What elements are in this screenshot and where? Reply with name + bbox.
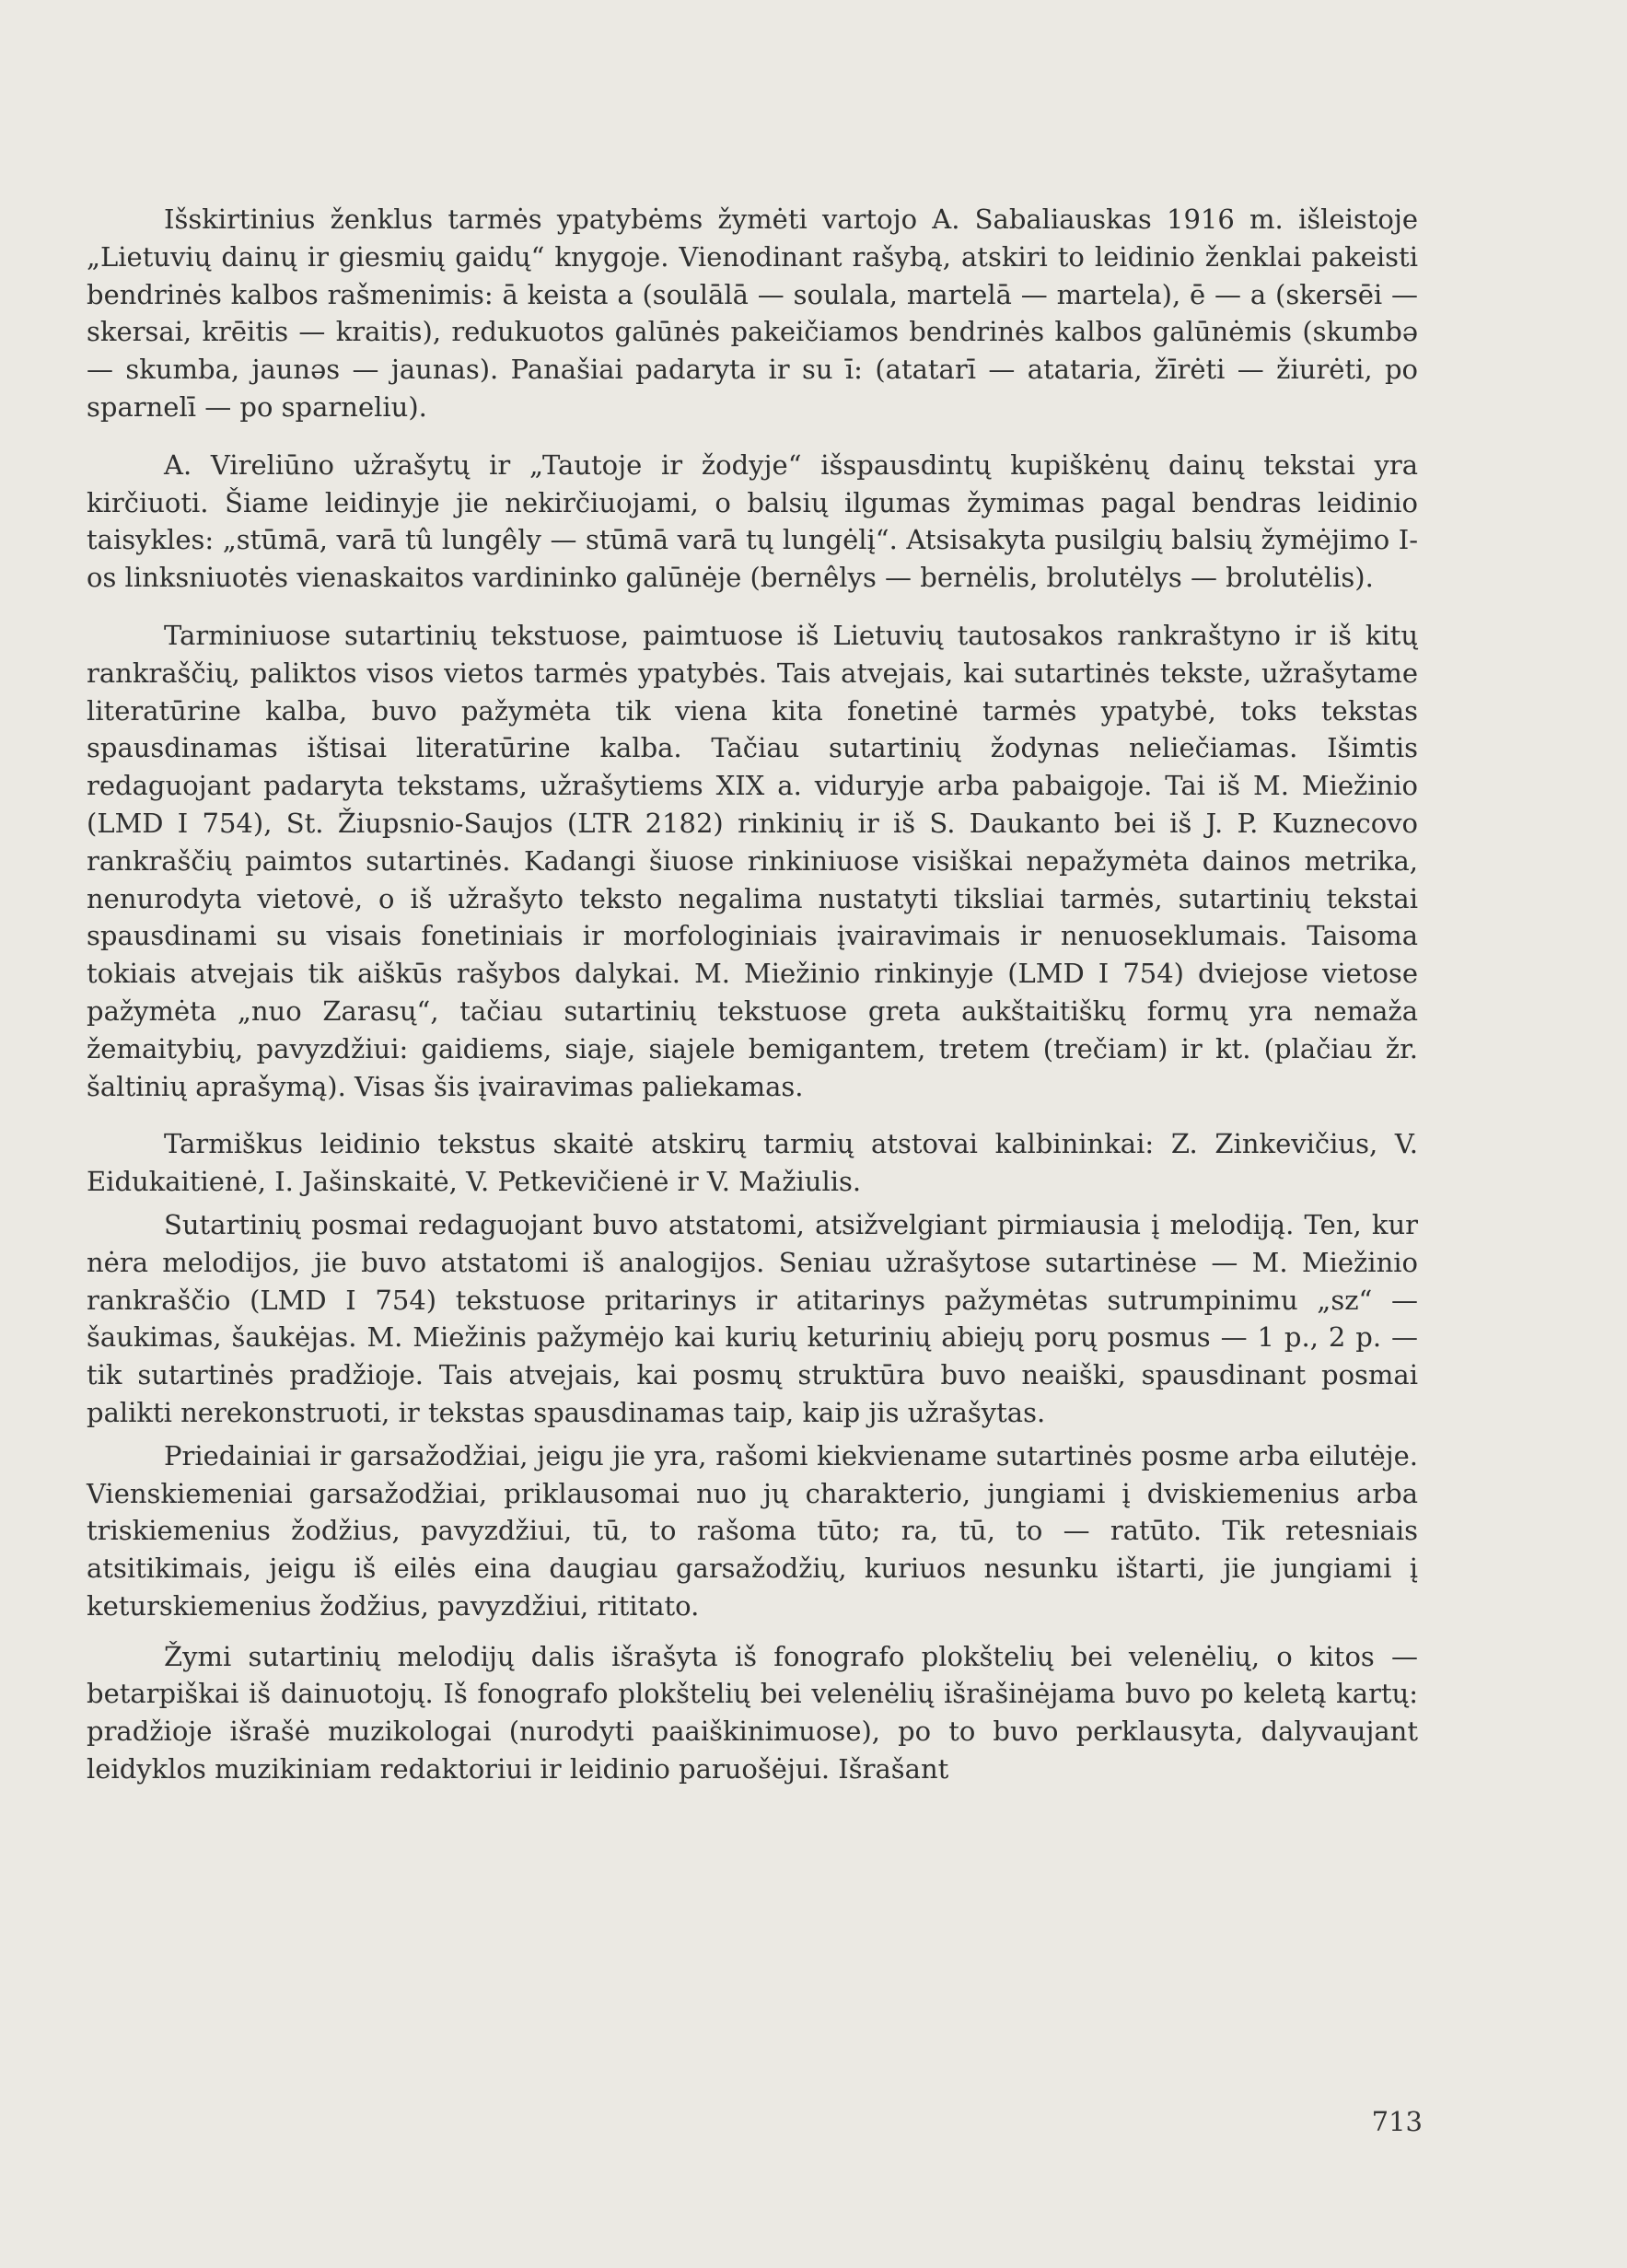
paragraph-6: Priedainiai ir garsažodžiai, jeigu jie yra, rašomi kiekviename sutartinės posme arba eilutėje. Vienskiemeniai garsažodžiai, priklausomai nuo jų charakterio, jungiami į dviskiemenius arba triskiemenius žodžius, pavyzdžiui, tū, to rašoma tūto; ra, tū, to — ratūto. Tik retesniais atsitikimais, jeigu iš eilės eina daugiau garsažodžių, kuriuos nesunku ištarti, jie jungiami į keturskiemenius žodžius, pavyzdžiui, rititato. (87, 1439, 1418, 1622)
page-number: 713 (1371, 2106, 1423, 2137)
paragraph-7: Žymi sutartinių melodijų dalis išrašyta iš fonografo plokštelių bei velenėlių, o kitos — betarpiškai iš dainuotojų. Iš fonografo plokštelių bei velenėlių išrašinėjama buvo po keletą kartų: pradžioje išrašė muzikologai (nurodyti paaiškinimuose), po to buvo perklausyta, dalyvaujant leidyklos muzikiniam redaktoriui ir leidinio paruošėjui. Išrašant (87, 1640, 1418, 1785)
body-text (87, 201, 1418, 1788)
paragraph-2: A. Vireliūno užrašytų ir „Tautoje ir žodyje“ išspausdintų kupiškėnų dainų tekstai yra kirčiuoti. Šiame leidinyje jie nekirčiuojami, o balsių ilgumas žymimas pagal bendras leidinio taisykles: „stūmā, varā tû lungêly — stūmā varā tų lungėlį“. Atsisakyta pusilgių balsių žymėjimo I-os linksniuotės vienaskaitos vardininko galūnėje (bernêlys — bernėlis, brolutėlys — brolutėlis). (87, 448, 1418, 594)
paragraph-3: Tarminiuose sutartinių tekstuose, paimtuose iš Lietuvių tautosakos rankraštyno ir iš kitų rankraščių, paliktos visos vietos tarmės ypatybės. Tais atvejais, kai sutartinės tekste, užrašytame literatūrine kalba, buvo pažymėta tik viena kita fonetinė tarmės ypatybė, toks tekstas spausdinamas ištisai literatūrine kalba. Tačiau sutartinių žodynas neliečiamas. Išimtis redaguojant padaryta tekstams, užrašytiems XIX a. viduryje arba pabaigoje. Tai iš M. Miežinio (LMD I 754), St. Žiupsnio-Saujos (LTR 2182) rinkinių ir iš S. Daukanto bei iš J. P. Kuznecovo rankraščių paimtos sutartinės. Kadangi šiuose rinkiniuose visiškai nepažymėta dainos metrika, nenurodyta vietovė, o iš užrašyto teksto negalima nustatyti tiksliai tarmės, sutartinių tekstai spausdinami su visais fonetiniais ir morfologiniais įvairavimais ir nenuoseklumais. Taisoma tokiais atvejais tik aiškūs rašybos dalykai. M. Miežinio rinkinyje (LMD I 754) dviejose vietose pažymėta „nuo Zarasų“, tačiau sutartinių tekstuose greta aukštaitiškų formų yra nemaža žemaitybių, pavyzdžiui: gaidiems, siaje, siajele bemigantem, tretem (trečiam) ir kt. (plačiau žr. šaltinių aprašymą). Visas šis įvairavimas paliekamas. (87, 619, 1418, 1102)
paragraph-1: Išskirtinius ženklus tarmės ypatybėms žymėti vartojo A. Sabaliauskas 1916 m. išleistoje „Lietuvių dainų ir giesmių gaidų“ knygoje. Vienodinant rašybą, atskiri to leidinio ženklai pakeisti bendrinės kalbos rašmenimis: ā keista a (soulālā — soulala, martelā — martela), ē — a (skersēi — skersai, krēitis — kraitis), redukuotos galūnės pakeičiamos bendrinės kalbos galūnėmis (skumbə — skumba, jaunəs — jaunas). Panašiai padaryta ir su ī: (atatarī — atataria, žīrėti — žiurėti, po sparnelī — po sparneliu). (87, 204, 1418, 423)
paragraph-4: Tarmiškus leidinio tekstus skaitė atskirų tarmių atstovai kalbininkai: Z. Zinkevičius, V. Eidukaitienė, I. Jašinskaitė, V. Petkevičienė ir V. Mažiulis. (87, 1128, 1418, 1198)
paragraph-5: Sutartinių posmai redaguojant buvo atstatomi, atsižvelgiant pirmiausia į melodiją. Ten, kur nėra melodijos, jie buvo atstatomi iš analogijos. Seniau užrašytose sutartinėse — M. Miežinio rankraščio (LMD I 754) tekstuose pritarinys ir atitarinys pažymėtas sutrumpinimu „sz“ — šaukimas, šaukėjas. M. Miežinis pažymėjo kai kurių keturinių abiejų porų posmus — 1 p., 2 p. — tik sutartinės pradžioje. Tais atvejais, kai posmų struktūra buvo neaiški, spausdinant posmai palikti nerekonstruoti, ir tekstas spausdinamas taip, kaip jis užrašytas. (87, 1208, 1418, 1428)
